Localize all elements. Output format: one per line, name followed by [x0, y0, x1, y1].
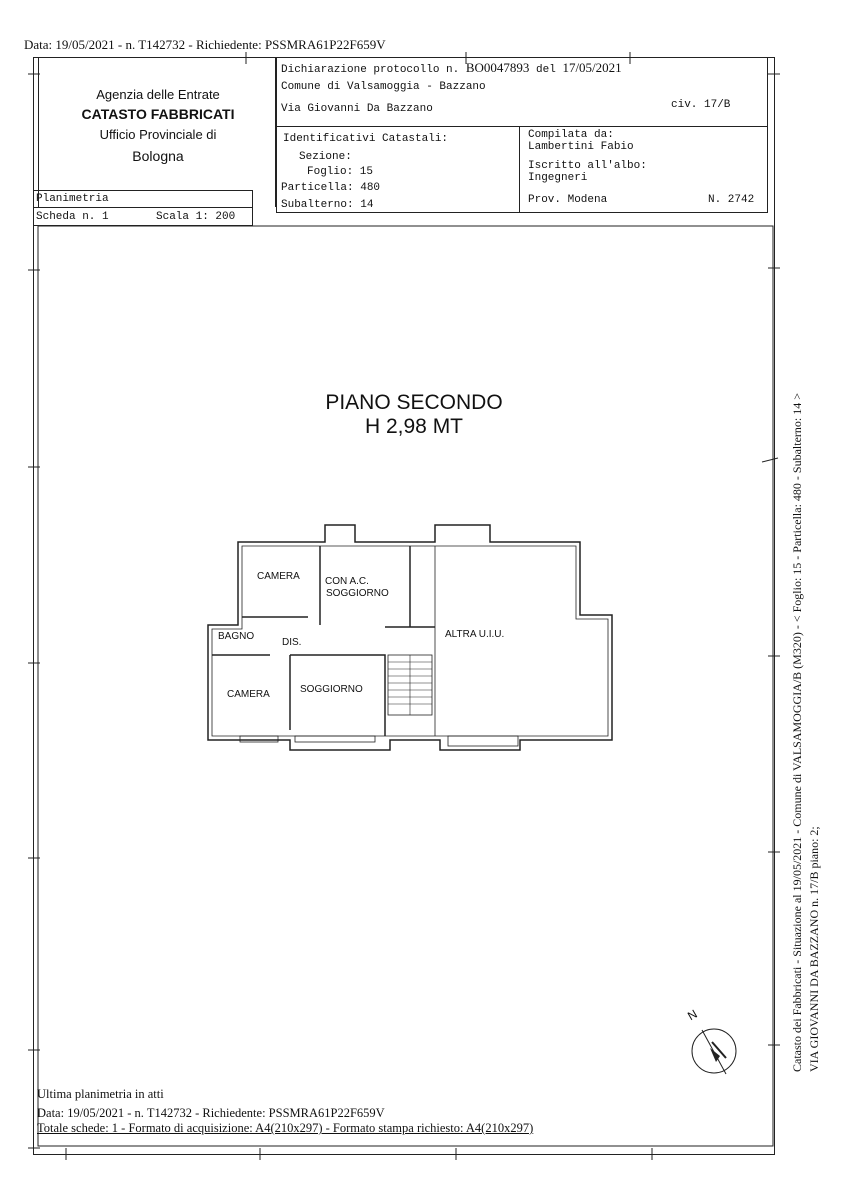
room-con-ac: CON A.C.: [325, 576, 369, 587]
compilata-label: Compilata da:: [528, 129, 614, 141]
floor-plan: [190, 515, 630, 765]
declaration-line: [281, 60, 622, 76]
declaration-box: [276, 57, 768, 127]
plan-title: PIANO SECONDO: [325, 391, 503, 414]
compass-label: N: [685, 1006, 700, 1024]
compiler-box: [519, 126, 768, 213]
address-line: Via Giovanni Da Bazzano: [281, 103, 433, 115]
catasto-title: CATASTO FABBRICATI: [81, 106, 235, 122]
footer-request: Data: 19/05/2021 - n. T142732 - Richiedente: PSSMRA61P22F659V: [37, 1106, 385, 1120]
comune-line: Comune di Valsamoggia - Bazzano: [281, 81, 486, 93]
ufficio-label: Ufficio Provinciale di: [99, 127, 217, 142]
footer-totals: Totale schede: 1 - Formato di acquisizione: A4(210x297) - Formato stampa richiesto: A4(210x297): [37, 1121, 534, 1135]
albo-number: N. 2742: [708, 194, 755, 206]
side-situation-line: Catasto dei Fabbricati - Situazione al 19/05/2021 - Comune di VALSAMOGGIA/B (M320) - < Foglio: 15 - Particella: 480 - Subalterno: 14 >: [790, 392, 804, 1072]
civ-number: civ. 17/B: [671, 99, 731, 111]
plan-height: H 2,98 MT: [364, 415, 464, 438]
compilata-name: Lambertini Fabio: [528, 141, 634, 153]
planimetria-box: [33, 190, 253, 208]
declaration-date: 17/05/2021: [562, 60, 622, 75]
room-soggiorno-bottom: SOGGIORNO: [300, 684, 363, 695]
room-soggiorno-top: SOGGIORNO: [326, 588, 389, 599]
sheet-type: Planimetria: [36, 193, 109, 205]
subalterno-field: Subalterno: 14: [281, 199, 374, 211]
scala-value: Scala 1: 200: [156, 211, 236, 223]
agency-block: [38, 57, 276, 207]
ufficio-city: Bologna: [132, 148, 184, 164]
albo-label: Iscritto all'albo:: [528, 160, 647, 172]
room-bagno: BAGNO: [218, 631, 255, 642]
scheda-box: [33, 207, 253, 226]
particella-field: Particella: 480: [281, 182, 381, 194]
agency-name: Agenzia delle Entrate: [96, 87, 220, 102]
footer-last-plan: Ultima planimetria in atti: [37, 1087, 164, 1101]
protocol-number: BO0047893: [465, 60, 530, 75]
side-address-line: VIA GIOVANNI DA BAZZANO n. 17/B piano: 2;: [807, 826, 821, 1072]
room-dis: DIS.: [282, 637, 302, 648]
scheda-number: Scheda n. 1: [36, 211, 109, 223]
foglio-field: Foglio: 15: [307, 166, 374, 178]
identifiers-box: [276, 126, 520, 213]
sezione-field: Sezione:: [299, 151, 352, 163]
prov-field: Prov. Modena: [528, 194, 608, 206]
del-label: del: [536, 64, 556, 76]
declaration-label: Dichiarazione protocollo n.: [281, 64, 460, 76]
identifiers-heading: Identificativi Catastali:: [283, 133, 449, 145]
compass-icon: [686, 1018, 742, 1078]
room-camera-bottom: CAMERA: [227, 689, 270, 700]
albo-value: Ingegneri: [528, 172, 588, 184]
top-request-line: Data: 19/05/2021 - n. T142732 - Richiedente: PSSMRA61P22F659V: [24, 37, 386, 52]
room-altra-uiu: ALTRA U.I.U.: [445, 629, 505, 640]
room-camera-top: CAMERA: [257, 571, 300, 582]
